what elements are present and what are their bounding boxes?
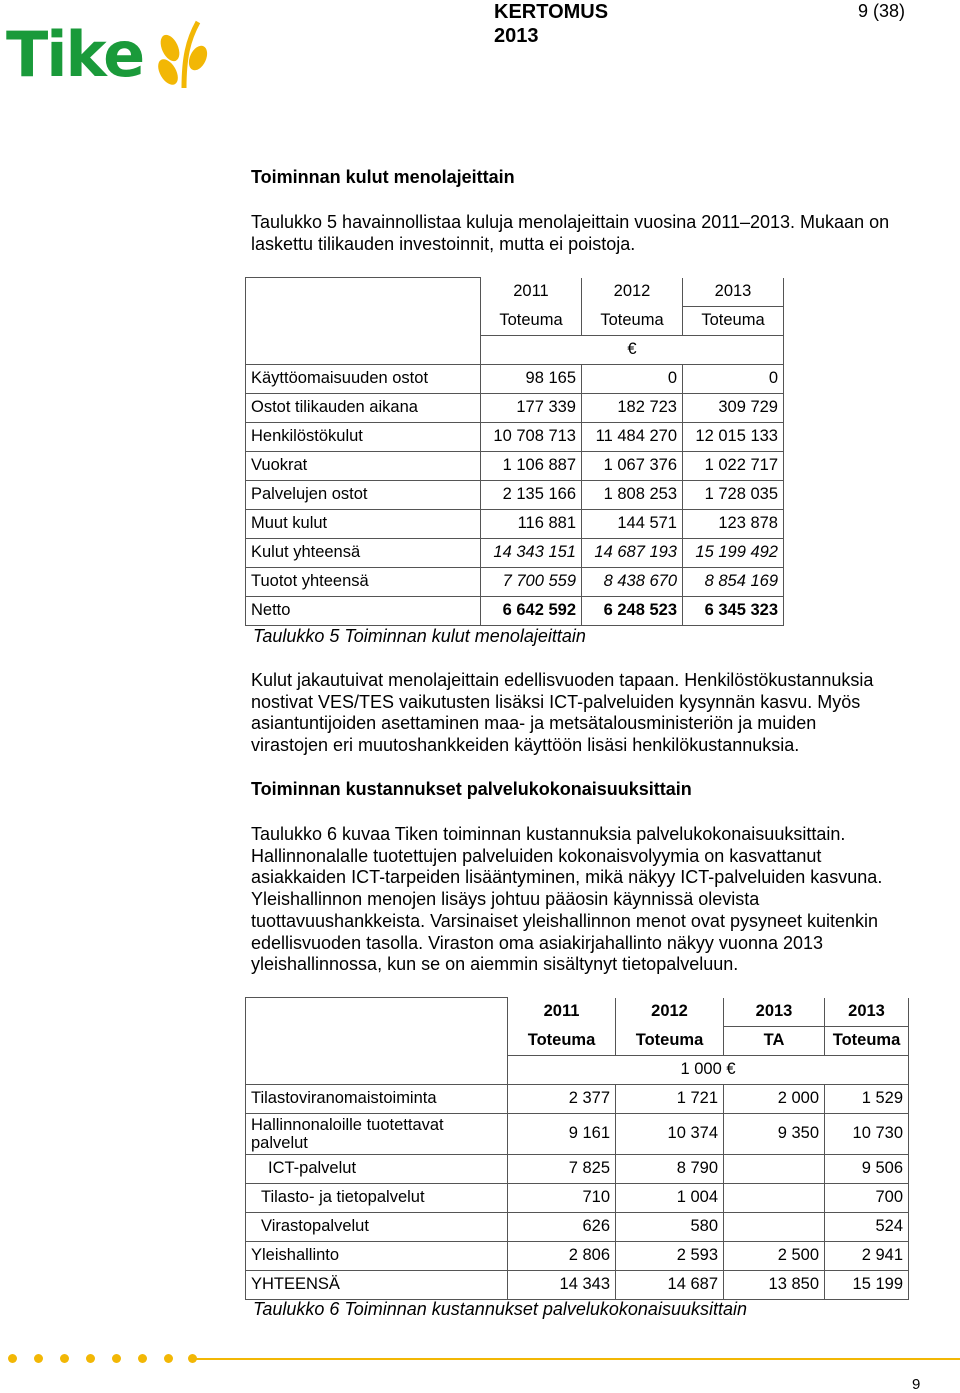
table-row	[246, 1241, 909, 1270]
table-row	[246, 1270, 909, 1299]
wheat-leaf-icon	[154, 18, 208, 90]
cell: 2 941	[825, 1241, 909, 1270]
table-row	[246, 422, 784, 451]
sub-header: Toteuma	[508, 1026, 616, 1055]
cell: 626	[508, 1212, 616, 1241]
row-label	[246, 1113, 508, 1154]
body-line: asiantuntijoiden asettaminen maa- ja metsätalousministeriön ja muiden	[251, 713, 817, 734]
table-row	[246, 364, 784, 393]
body-line: Taulukko 6 kuvaa Tiken toiminnan kustannuksia palvelukokonaisuuksittain.	[251, 824, 846, 844]
cell: 2 135 166	[481, 480, 582, 509]
cell: 6 248 523	[582, 596, 683, 625]
tike-logo	[6, 8, 206, 91]
cell: 116 881	[481, 509, 582, 538]
row-label: Virastopalvelut	[246, 1212, 508, 1241]
table-row	[246, 451, 784, 480]
cell: 15 199 492	[683, 538, 784, 567]
cell: 1 004	[616, 1183, 724, 1212]
body-line: tuottavuushankkeista. Varsinaiset yleishallinnon menot ovat pysyneet kuitenkin	[251, 910, 879, 931]
section1-heading: Toiminnan kulut menolajeittain	[251, 167, 515, 187]
cell: 700	[825, 1183, 909, 1212]
cell: 6 345 323	[683, 596, 784, 625]
footer-rule	[190, 1358, 960, 1360]
footer-dot	[34, 1354, 43, 1363]
row-label: YHTEENSÄ	[246, 1270, 508, 1299]
cell: 14 343 151	[481, 538, 582, 567]
footer-dot	[112, 1354, 121, 1363]
sub-header: TA	[724, 1026, 825, 1055]
cell: 14 343	[508, 1270, 616, 1299]
year-header: 2013	[825, 998, 909, 1027]
table-row	[246, 1212, 909, 1241]
table-row	[246, 393, 784, 422]
cell: 144 571	[582, 509, 683, 538]
footer-page-number: 9	[912, 1376, 921, 1393]
table-row	[246, 596, 784, 625]
year-header: 2012	[582, 278, 683, 307]
cell: 10 708 713	[481, 422, 582, 451]
footer-dot	[86, 1354, 95, 1363]
cell: 1 808 253	[582, 480, 683, 509]
year-header: 2013	[683, 278, 784, 307]
cell: 9 506	[825, 1154, 909, 1183]
row-label: Käyttöomaisuuden ostot	[246, 364, 481, 393]
cell: 9 161	[508, 1113, 616, 1154]
cell: 98 165	[481, 364, 582, 393]
cell: 2 593	[616, 1241, 724, 1270]
cell: 1 022 717	[683, 451, 784, 480]
cell: 2 500	[724, 1241, 825, 1270]
cell: 8 854 169	[683, 567, 784, 596]
cell: 1 728 035	[683, 480, 784, 509]
cell	[724, 1154, 825, 1183]
sub-header: Toteuma	[683, 306, 784, 335]
cell: 14 687 193	[582, 538, 683, 567]
row-label: Tilastoviranomaistoiminta	[246, 1084, 508, 1113]
cell: 9 350	[724, 1113, 825, 1154]
section1-intro	[251, 212, 931, 255]
row-label: Tilasto- ja tietopalvelut	[246, 1183, 508, 1212]
cell: 1 721	[616, 1084, 724, 1113]
table-row	[246, 1154, 909, 1183]
year-header: 2011	[481, 278, 582, 307]
table-corner	[246, 998, 508, 1085]
cell: 8 438 670	[582, 567, 683, 596]
row-label: Ostot tilikauden aikana	[246, 393, 481, 422]
sub-header: Toteuma	[481, 306, 582, 335]
row-label-line: Hallinnonaloille tuotettavat	[251, 1115, 444, 1134]
table-6-caption: Taulukko 6 Toiminnan kustannukset palvelukokonaisuuksittain	[253, 1299, 747, 1319]
cell: 580	[616, 1212, 724, 1241]
cell: 309 729	[683, 393, 784, 422]
table-row	[246, 567, 784, 596]
intro-line: laskettu tilikauden investoinnit, mutta ei poistoja.	[251, 233, 636, 254]
section1-body	[251, 670, 931, 757]
cell: 15 199	[825, 1270, 909, 1299]
cell: 1 106 887	[481, 451, 582, 480]
cell: 123 878	[683, 509, 784, 538]
cell: 13 850	[724, 1270, 825, 1299]
table-row	[246, 480, 784, 509]
year-header: 2011	[508, 998, 616, 1027]
sub-header: Toteuma	[582, 306, 683, 335]
cell: 10 730	[825, 1113, 909, 1154]
year-header: 2012	[616, 998, 724, 1027]
intro-line: Taulukko 5 havainnollistaa kuluja menolajeittain vuosina 2011–2013. Mukaan on	[251, 212, 890, 232]
row-label: ICT-palvelut	[246, 1154, 508, 1183]
cell: 1 067 376	[582, 451, 683, 480]
cell: 8 790	[616, 1154, 724, 1183]
cell: 1 529	[825, 1084, 909, 1113]
cell: 10 374	[616, 1113, 724, 1154]
cell: 0	[582, 364, 683, 393]
body-line: Hallinnonalalle tuotettujen palveluiden kokonaisvolyymia on kasvattanut	[251, 845, 822, 866]
cell: 524	[825, 1212, 909, 1241]
cell: 710	[508, 1183, 616, 1212]
body-line: yleishallinnossa, kun se on aiemmin sisältynyt tietopalveluun.	[251, 954, 739, 975]
table-row	[246, 509, 784, 538]
row-label: Tuotot yhteensä	[246, 567, 481, 596]
row-label: Muut kulut	[246, 509, 481, 538]
title-line-1: KERTOMUS	[494, 1, 609, 23]
footer-dot	[8, 1354, 17, 1363]
cell: 2 806	[508, 1241, 616, 1270]
footer-dot	[164, 1354, 173, 1363]
cell: 2 377	[508, 1084, 616, 1113]
table-5-caption: Taulukko 5 Toiminnan kulut menolajeittain	[253, 626, 586, 646]
cell: 12 015 133	[683, 422, 784, 451]
row-label: Henkilöstökulut	[246, 422, 481, 451]
body-line: Kulut jakautuivat menolajeittain edellisvuoden tapaan. Henkilöstökustannuksia	[251, 670, 874, 690]
cell: 2 000	[724, 1084, 825, 1113]
row-label: Kulut yhteensä	[246, 538, 481, 567]
cell: 0	[683, 364, 784, 393]
title-line-2: 2013	[494, 25, 539, 47]
cell: 7 700 559	[481, 567, 582, 596]
body-line: nostivat VES/TES vaikutusten lisäksi ICT-palveluiden kysynnän kasvu. Myös	[251, 691, 861, 712]
table-5	[245, 277, 784, 626]
row-label: Vuokrat	[246, 451, 481, 480]
cell: 7 825	[508, 1154, 616, 1183]
cell: 11 484 270	[582, 422, 683, 451]
document-title	[494, 0, 608, 48]
table-row	[246, 1113, 909, 1154]
table-6	[245, 997, 909, 1300]
cell	[724, 1212, 825, 1241]
row-label: Yleishallinto	[246, 1241, 508, 1270]
year-header: 2013	[724, 998, 825, 1027]
unit-row: 1 000 €	[508, 1055, 909, 1084]
row-label: Netto	[246, 596, 481, 625]
sub-header: Toteuma	[616, 1026, 724, 1055]
section2-heading: Toiminnan kustannukset palvelukokonaisuuksittain	[251, 779, 692, 799]
body-line: asiakkaiden ICT-tarpeiden lisääntyminen, mikä näkyy ICT-palveluiden kasvuna.	[251, 867, 883, 888]
table-row	[246, 538, 784, 567]
logo-wordmark: Tike	[6, 18, 144, 91]
body-line: Yleishallinnon menojen lisäys johtuu pääosin käynnissä olevista	[251, 889, 760, 910]
table-row	[246, 1084, 909, 1113]
table-corner	[246, 278, 481, 365]
row-label-line: palvelut	[251, 1133, 308, 1152]
cell	[724, 1183, 825, 1212]
footer-dot	[138, 1354, 147, 1363]
cell: 182 723	[582, 393, 683, 422]
section2-body	[251, 824, 931, 976]
row-label: Palvelujen ostot	[246, 480, 481, 509]
unit-row: €	[481, 335, 784, 364]
sub-header: Toteuma	[825, 1026, 909, 1055]
body-line: edellisvuoden tasolla. Viraston oma asiakirjahallinto näkyy vuonna 2013	[251, 932, 824, 953]
footer-dot	[60, 1354, 69, 1363]
page-indicator: 9 (38)	[858, 1, 906, 21]
cell: 6 642 592	[481, 596, 582, 625]
cell: 14 687	[616, 1270, 724, 1299]
cell: 177 339	[481, 393, 582, 422]
table-row	[246, 1183, 909, 1212]
body-line: virastojen eri muutoshankkeiden käyttöön lisäsi henkilökustannuksia.	[251, 735, 800, 756]
